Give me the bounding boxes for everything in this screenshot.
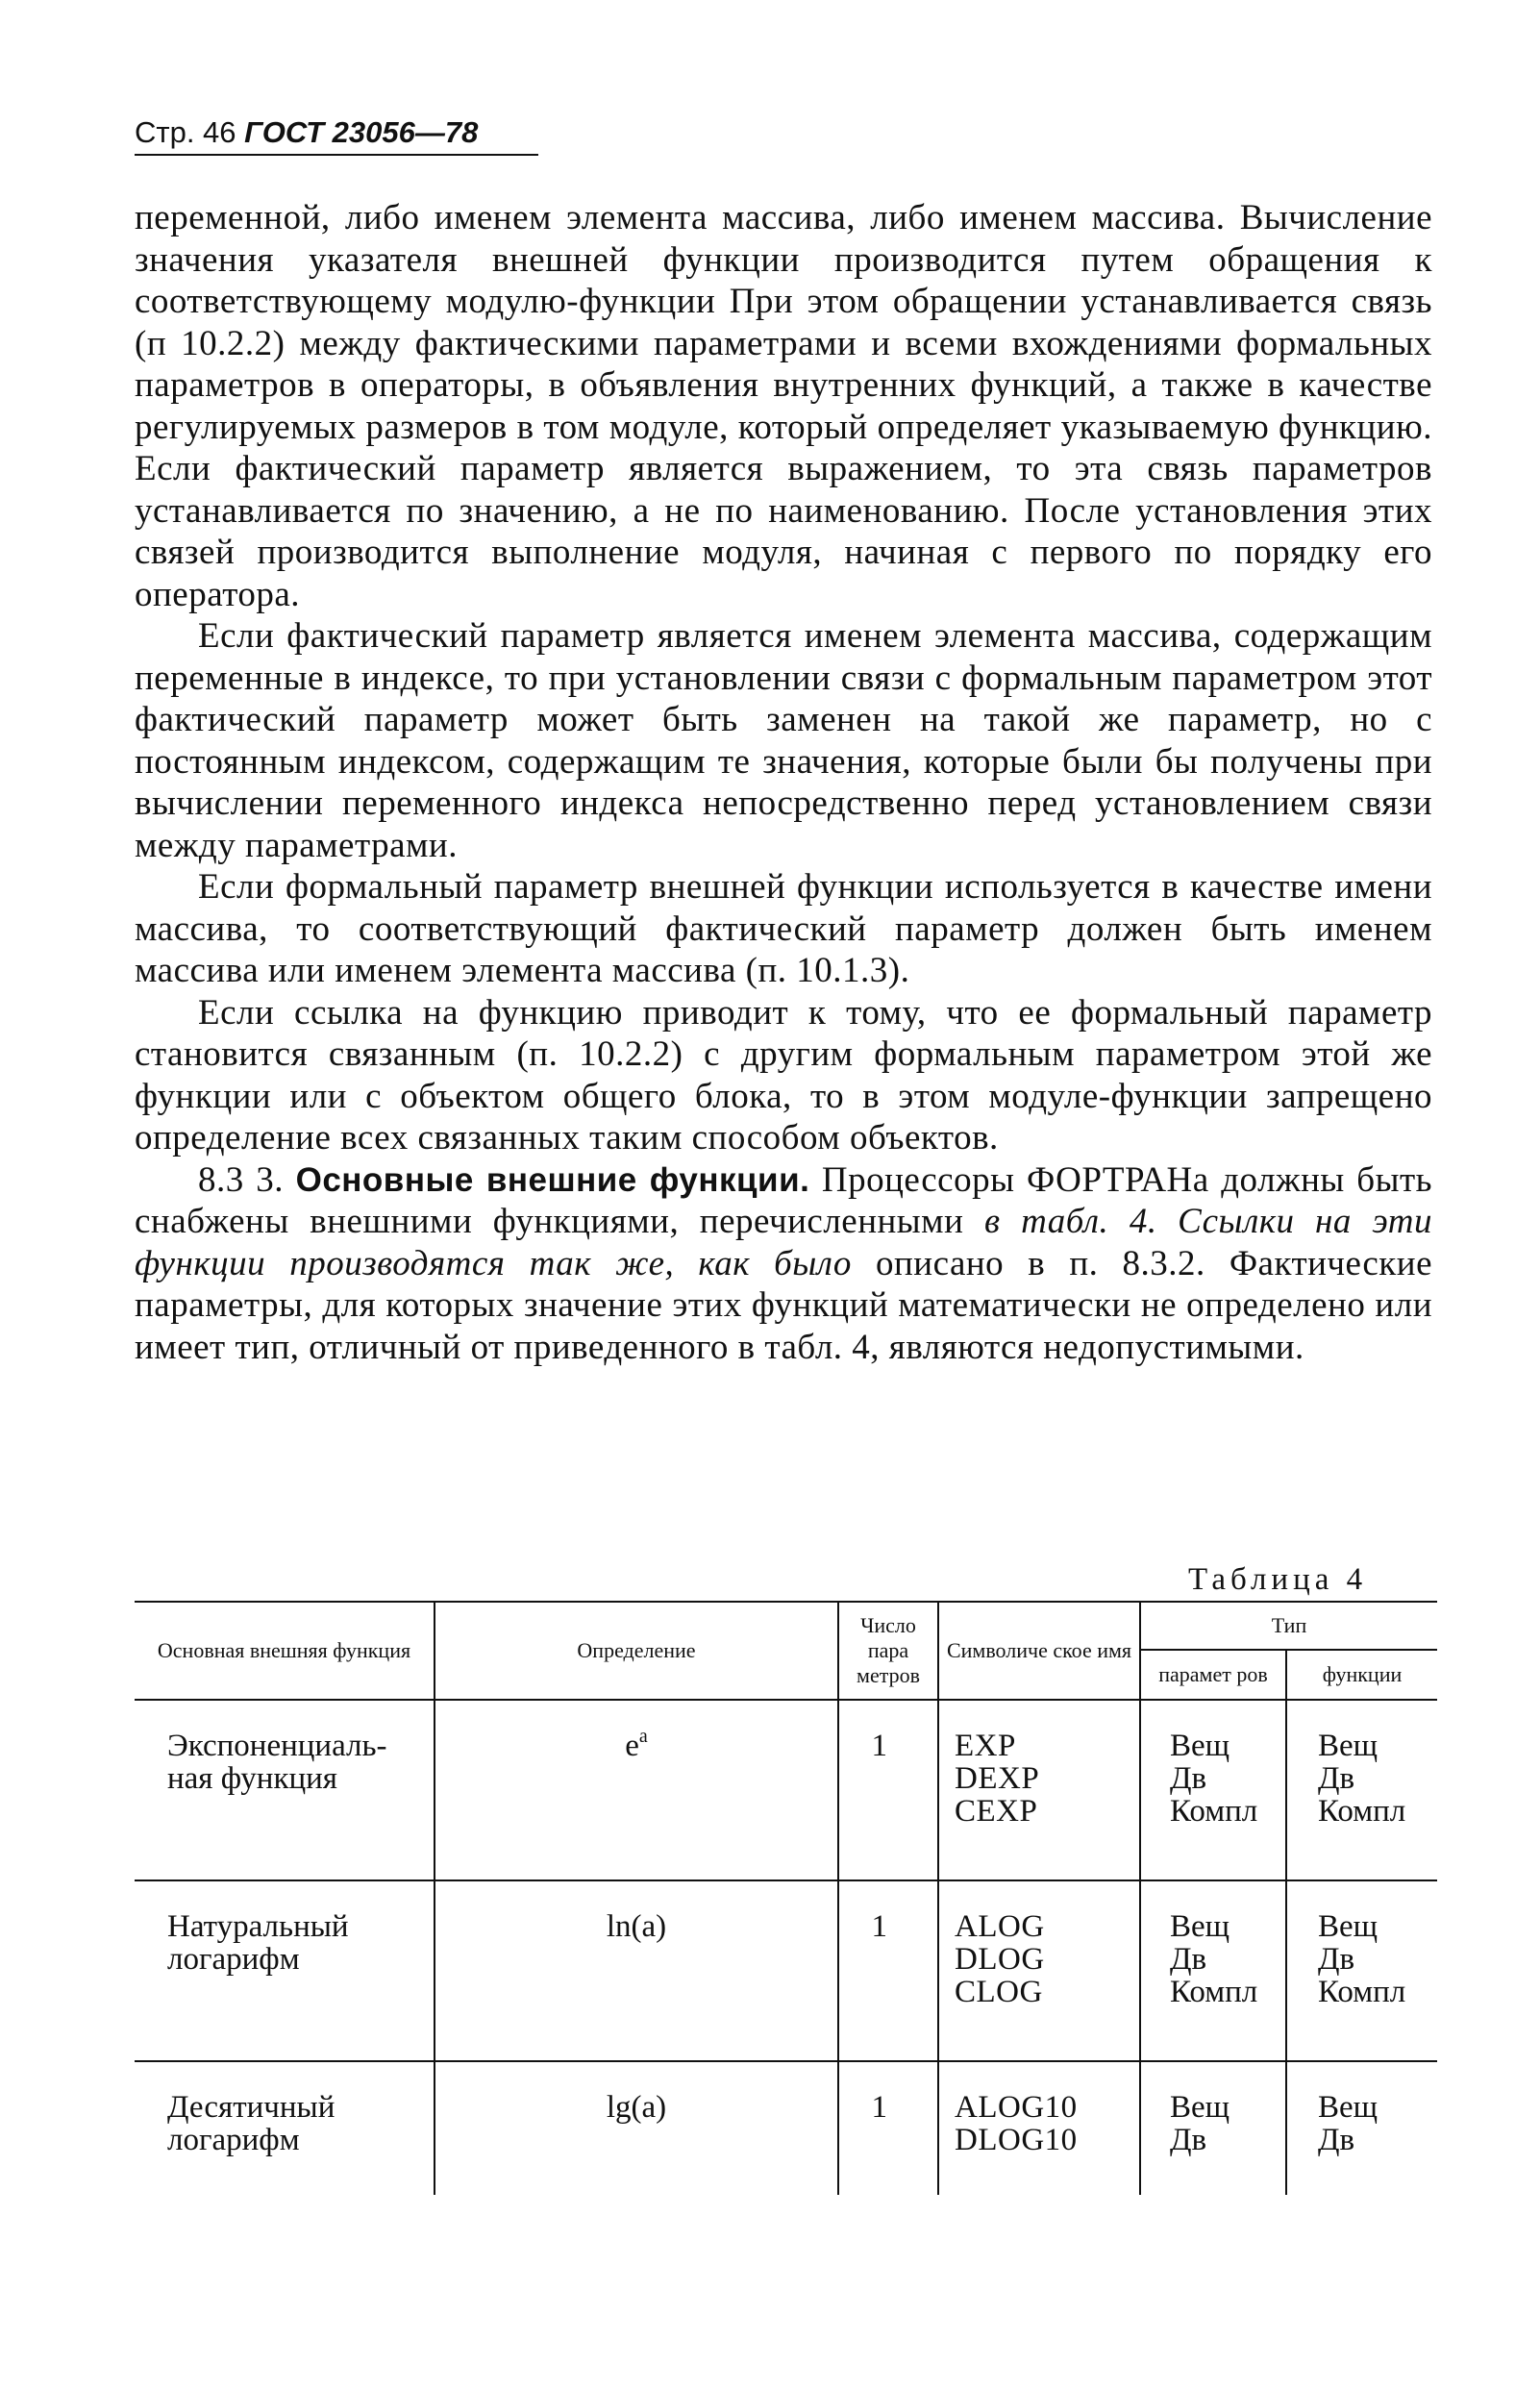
cell-param-count: 1 xyxy=(838,1880,938,2061)
page-label: Стр. 46 xyxy=(135,115,236,149)
paragraph-5-text-b: описано в п. 8.3.2. Фактические параметры, для которых значение этих функций математически не определено или имеет тип, отличный от приведенного в табл. 4, являются недопустимыми. xyxy=(135,1243,1433,1367)
cell-type-params: Вещ Дв xyxy=(1140,2061,1286,2195)
cell-type-function: Вещ Дв Компл xyxy=(1286,1880,1437,2061)
definition-exponent: a xyxy=(638,1726,648,1747)
table-row xyxy=(135,2061,1437,2195)
header-definition: Определение xyxy=(435,1602,838,1700)
functions-table xyxy=(135,1601,1437,2195)
paragraph-2: Если фактический параметр является именем элемента массива, содержащим переменные в индексе, то при установлении связи с формальным параметром этот фактический параметр может быть заменен на такой же параметр, но с постоянным индексом, содержащим те значения, которые были бы получены при вычислении переменного индекса непосредственно перед установлением связи между параметрами. xyxy=(135,616,1432,865)
paragraph-5-text-a: Процессоры ФОРТРАНа должны быть снабжены внешними функциями, перечисленными xyxy=(135,1159,1433,1241)
header-rule xyxy=(135,154,538,156)
standard-number: ГОСТ 23056—78 xyxy=(244,115,479,149)
cell-type-function: Вещ Дв Компл xyxy=(1286,1700,1437,1880)
page-header xyxy=(135,115,538,156)
cell-type-params: Вещ Дв Компл xyxy=(1140,1880,1286,2061)
header-line xyxy=(135,115,538,150)
header-symbolic-name: Символиче ское имя xyxy=(938,1602,1140,1700)
cell-definition: lg(a) xyxy=(435,2061,838,2195)
paragraph-5-italic: в табл. 4. Ссылки на эти функции производятся так же, как было xyxy=(135,1202,1433,1283)
cell-function: Экспоненциаль- ная функция xyxy=(135,1700,435,1880)
table-caption: Таблица 4 xyxy=(1188,1562,1368,1597)
cell-type-function: Вещ Дв xyxy=(1318,2090,1379,2157)
paragraph-5 xyxy=(135,1159,1432,1369)
paragraph-1: переменной, либо именем элемента массива, либо именем массива. Вычисление значения указателя внешней функции производится путем обращения к соответствующему модулю-функции При этом обращении устанавливается связь (п 10.2.2) между фактическими параметрами и всеми вхождениями формальных параметров в операторы, в объявления внутренних функций, а также в качестве регулируемых размеров в том модуле, который определяет указываемую функцию. Если фактический параметр является выражением, то эта связь параметров устанавливается по значению, а не по наименованию. После установления этих связей производится выполнение модуля, начиная с первого по порядку его оператора. xyxy=(135,198,1432,614)
cell-param-count: 1 xyxy=(838,1700,938,1880)
section-heading: Основные внешние функции. xyxy=(295,1160,810,1199)
section-number: 8.3 3. xyxy=(198,1159,285,1200)
cell-function: Натуральный логарифм xyxy=(135,1880,435,2061)
cell-symbolic-name: ALOG10 DLOG10 xyxy=(938,2061,1140,2195)
cell-definition xyxy=(435,1700,838,1880)
header-type-function: функции xyxy=(1286,1650,1437,1700)
body-text xyxy=(135,197,1432,1368)
definition-base: e xyxy=(625,1729,639,1763)
cell-param-count: 1 xyxy=(838,2061,938,2195)
cell-symbolic-name: ALOG DLOG CLOG xyxy=(938,1880,1140,2061)
cell-function: Десятичный логарифм xyxy=(135,2061,435,2195)
cell-definition: ln(a) xyxy=(435,1880,838,2061)
table-row xyxy=(135,1880,1437,2061)
cell-type-params: Вещ Дв Компл xyxy=(1140,1700,1286,1880)
paragraph-3: Если формальный параметр внешней функции используется в качестве имени массива, то соответствующий фактический параметр должен быть именем массива или именем элемента массива (п. 10.1.3). xyxy=(135,867,1432,990)
paragraph-4: Если ссылка на функцию приводит к тому, что ее формальный параметр становится связанным (п. 10.2.2) с другим формальным параметром этой же функции или с объектом общего блока, то в этом модуле-функции запрещено определение всех связанных таким способом объектов. xyxy=(135,992,1432,1158)
header-param-count: Число пара метров xyxy=(838,1602,938,1700)
table-row xyxy=(135,1700,1437,1880)
header-type: Тип xyxy=(1140,1602,1437,1650)
header-function: Основная внешняя функция xyxy=(135,1602,435,1700)
cell-symbolic-name: EXP DEXP CEXP xyxy=(938,1700,1140,1880)
header-type-params: парамет ров xyxy=(1140,1650,1286,1700)
